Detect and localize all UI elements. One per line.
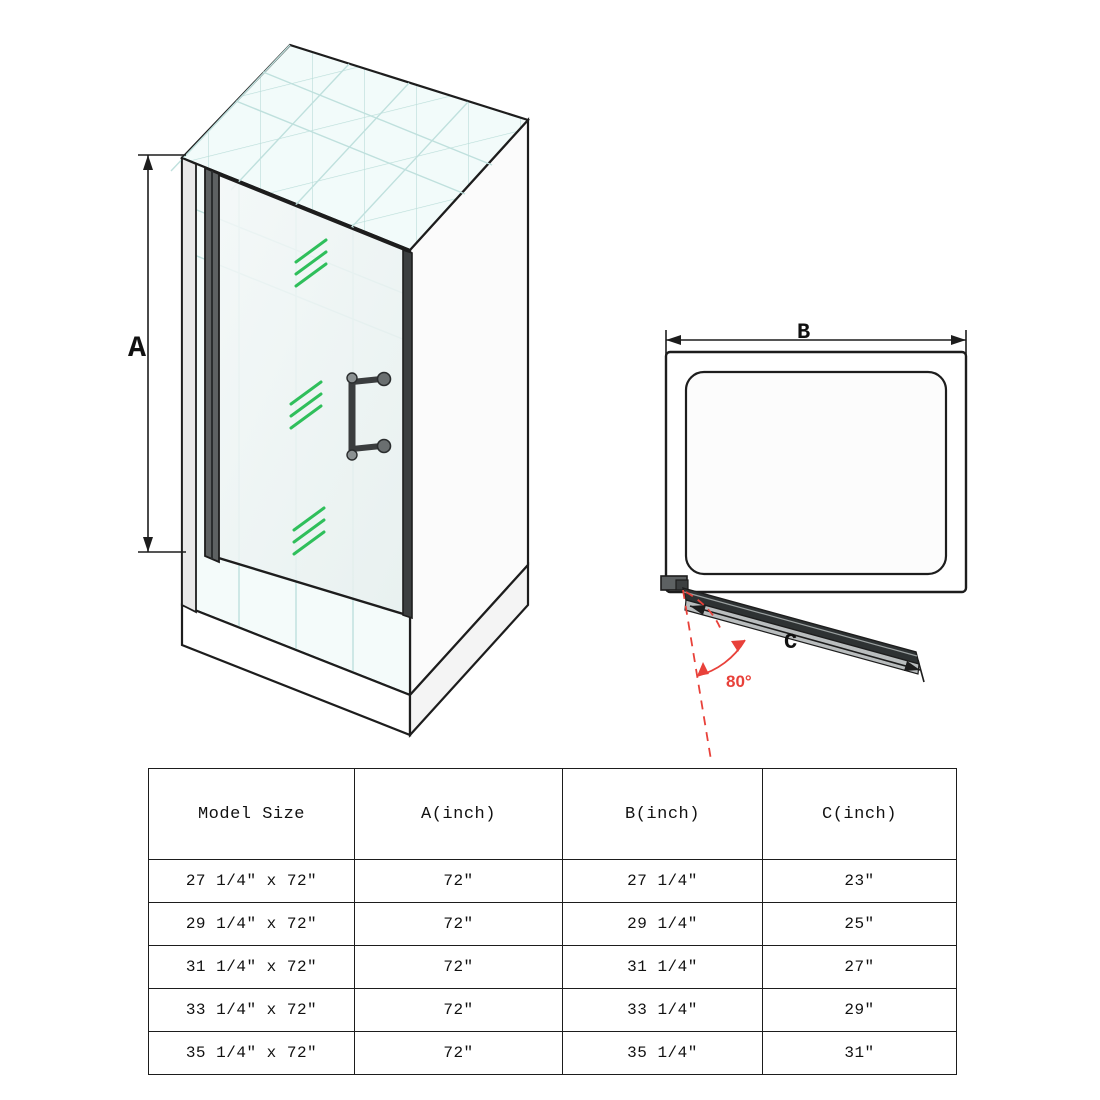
table-cell-b: 27 1/4″ bbox=[563, 860, 763, 903]
table-cell-model: 29 1/4″ x 72″ bbox=[149, 903, 355, 946]
table-row bbox=[149, 989, 957, 1032]
table-cell-model: 35 1/4″ x 72″ bbox=[149, 1032, 355, 1075]
plan-tray-inner bbox=[686, 372, 946, 574]
table-row bbox=[149, 860, 957, 903]
table-cell-a: 72″ bbox=[355, 903, 563, 946]
table-header-cell: B(inch) bbox=[563, 769, 763, 860]
table-cell-a: 72″ bbox=[355, 946, 563, 989]
dimension-label-a: A bbox=[128, 332, 147, 366]
table-cell-c: 27″ bbox=[763, 946, 957, 989]
table-row bbox=[149, 946, 957, 989]
table-cell-model: 31 1/4″ x 72″ bbox=[149, 946, 355, 989]
table-cell-c: 29″ bbox=[763, 989, 957, 1032]
door-right-stile bbox=[403, 250, 412, 618]
table-cell-b: 35 1/4″ bbox=[563, 1032, 763, 1075]
spec-table bbox=[148, 768, 957, 1075]
table-cell-c: 25″ bbox=[763, 903, 957, 946]
table-row bbox=[149, 903, 957, 946]
table-cell-b: 31 1/4″ bbox=[563, 946, 763, 989]
table-row bbox=[149, 1032, 957, 1075]
table-cell-c: 23″ bbox=[763, 860, 957, 903]
table-cell-b: 33 1/4″ bbox=[563, 989, 763, 1032]
dimension-label-b: B bbox=[797, 320, 811, 345]
table-cell-a: 72″ bbox=[355, 989, 563, 1032]
table-cell-b: 29 1/4″ bbox=[563, 903, 763, 946]
table-header-cell: A(inch) bbox=[355, 769, 563, 860]
table-header-cell: C(inch) bbox=[763, 769, 957, 860]
wall-jamb bbox=[182, 158, 196, 612]
table-cell-a: 72″ bbox=[355, 1032, 563, 1075]
spec-table-wrapper bbox=[148, 768, 956, 1075]
table-header-cell: Model Size bbox=[149, 769, 355, 860]
table-cell-c: 31″ bbox=[763, 1032, 957, 1075]
plan-open-door bbox=[683, 588, 919, 674]
table-cell-model: 27 1/4″ x 72″ bbox=[149, 860, 355, 903]
dimension-label-c: C bbox=[784, 630, 798, 655]
swing-angle-label: 80° bbox=[726, 672, 752, 691]
table-header-row bbox=[149, 769, 957, 860]
table-cell-model: 33 1/4″ x 72″ bbox=[149, 989, 355, 1032]
table-cell-a: 72″ bbox=[355, 860, 563, 903]
